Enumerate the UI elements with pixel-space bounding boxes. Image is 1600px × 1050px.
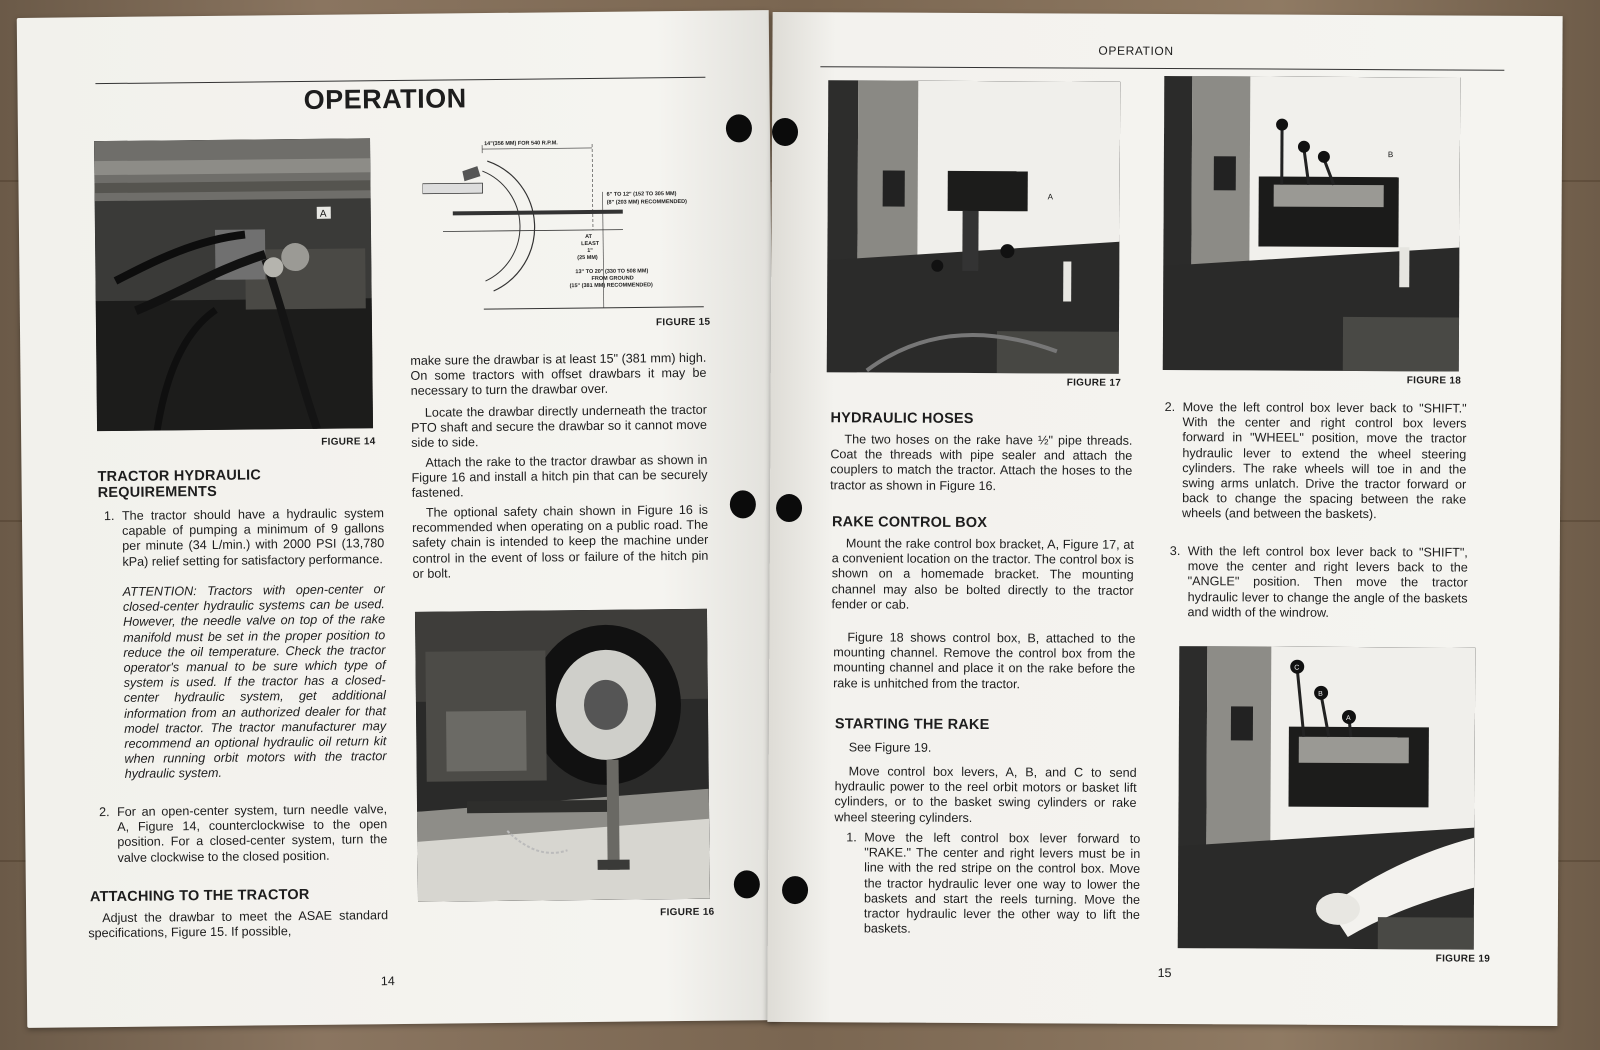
item-number: 3.	[1169, 544, 1181, 559]
item-number: 2.	[1164, 399, 1176, 415]
item-text: For an open-center system, turn needle valve, A, Figure 14, counterclockwise to the open position. For a closed-center system, turn the valve clockwise to the closed position.	[116, 802, 388, 865]
attaching-paragraph-5: The optional safety chain shown in Figure 16 is recommended when operating on a public road. The safety chain is intended to keep the machine under control in the event of loss or failure of the hitch pin or bolt.	[412, 502, 709, 581]
attaching-paragraph-1: Adjust the drawbar to meet the ASAE standard specifications, Figure 15. If possible,	[88, 908, 389, 941]
attention-note: ATTENTION: Tractors with open-center or closed-center hydraulic systems can be used. However, the needle valve on top of the rake manifold must be set in the proper position to reduce the oil temperature. Check the tractor operator's manual to be sure which type of system is used. If the tractor has a closed-center hydraulic system, get additional information from an authorized dealer for that model tractor. The tractor manufacturer may recommend an optional hydraulic oil return kit when running orbit motors with the tractor hydraulic system.	[122, 582, 387, 782]
figure-15-diagram	[422, 129, 714, 322]
item-number: 1.	[846, 830, 857, 845]
binding-hole	[776, 494, 802, 522]
figure-14-callout: A	[319, 208, 327, 220]
item-number: 2.	[98, 805, 110, 820]
figure-16-photo	[415, 609, 710, 902]
page-number: 15	[1157, 965, 1172, 981]
figure-15-dim-bot-2: FROM GROUND	[591, 275, 634, 282]
item-text: The tractor should have a hydraulic system capable of pumping a minimum of 9 gallons per minute (34 L/min.) with 2000 PSI (13,780 kPa) relief setting for satisfactory performance.	[121, 506, 385, 569]
rake-control-box-heading: RAKE CONTROL BOX	[831, 514, 988, 532]
figure-14-photo	[94, 138, 373, 431]
starting-item-2	[1164, 399, 1467, 523]
right-page	[767, 12, 1562, 1026]
binding-hole	[726, 114, 752, 142]
figure-19-callout-b: B	[1318, 690, 1323, 698]
figure-15-dim-bot-3: (15" (381 MM) RECOMMENDED)	[569, 282, 653, 290]
figure-16-label: FIGURE 16	[660, 906, 715, 919]
tractor-hydraulic-heading: TRACTOR HYDRAULIC REQUIREMENTS	[97, 467, 262, 502]
figure-17-callout: A	[1047, 192, 1054, 202]
figure-19-photo	[1178, 646, 1476, 950]
tractor-hydraulic-item-2	[98, 802, 388, 866]
figure-19-callout-a: A	[1345, 714, 1351, 722]
figure-15-dim-bot-1: 13" TO 20" (330 TO 508 MM)	[575, 268, 649, 276]
figure-15-dim-least-2: LEAST	[581, 240, 600, 248]
binding-hole	[734, 870, 760, 898]
figure-15-dim-least-4: (25 MM)	[577, 254, 598, 262]
item-text: Move the left control box lever forward to "RAKE." The center and right levers must be in line with the red stripe on the control box. Move the tractor hydraulic lever one way to lower the baskets and start the reels turning. Move the tractor hydraulic lever the other way to lift the baskets.	[863, 830, 1141, 936]
attaching-paragraph-2: make sure the drawbar is at least 15" (381 mm) high. On some tractors with offset drawbars it may be necessary to turn the drawbar over.	[410, 350, 707, 399]
left-page	[17, 10, 780, 1028]
hydraulic-hoses-heading: HYDRAULIC HOSES	[830, 410, 974, 427]
starting-item-1	[846, 830, 1141, 938]
figure-19-callout-c: C	[1294, 664, 1300, 672]
header-rule	[820, 66, 1504, 71]
hydraulic-hoses-paragraph: The two hoses on the rake have ½" pipe threads. Coat the threads with pipe sealer and attach the couplers to match the tractor. Attach the hoses to the tractor as shown in Figure 16.	[830, 432, 1133, 493]
attaching-paragraph-4: Attach the rake to the tractor drawbar as shown in Figure 16 and install a hitch pin that can be securely fastened.	[411, 452, 708, 501]
binding-hole	[772, 118, 798, 146]
figure-15-dim-least-1: AT	[585, 233, 593, 241]
binding-hole	[730, 490, 756, 518]
figure-17-photo	[827, 80, 1121, 374]
figure-15-label: FIGURE 15	[655, 316, 711, 329]
binding-hole	[782, 876, 808, 904]
running-head: OPERATION	[1098, 43, 1174, 59]
figure-15-dim-least-3: 1"	[587, 247, 593, 255]
figure-15-dim-top: 14"(356 MM) FOR 540 R.P.M.	[484, 140, 558, 148]
figure-18-photo	[1163, 76, 1461, 372]
starting-paragraph-2: Move control box levers, A, B, and C to send hydraulic power to the reel orbit motors or basket lift cylinders, or to the basket swing cylinders or rake wheel steering cylinders.	[834, 764, 1137, 825]
figure-15-dim-mid-2: (8" (203 MM) RECOMMENDED)	[606, 198, 687, 206]
item-text: With the left control box lever back to "SHIFT", move the center and right levers back to the "ANGLE" position. Then move the tractor hydraulic lever to change the angle of the baskets and width of the windrow.	[1187, 544, 1468, 620]
attaching-paragraph-3: Locate the drawbar directly underneath the tractor PTO shaft and secure the drawbar so it cannot move side to side.	[410, 402, 708, 451]
item-text: Move the left control box lever back to "SHIFT." With the center and right control box levers forward in "WHEEL" position, move the tractor hydraulic lever to extend the wheel steering cylinders. The rake wheels will toe in and the swing arms unlatch. Drive the tractor forward or back to change the spacing between the rake wheels (and between the baskets).	[1181, 400, 1467, 522]
figure-14-label: FIGURE 14	[321, 436, 376, 448]
page-number: 14	[380, 974, 395, 989]
figure-17-label: FIGURE 17	[1066, 377, 1122, 389]
rake-control-box-paragraph-2: Figure 18 shows control box, B, attached to the mounting channel. Remove the control box from the mounting channel and place it on the rake before the rake is unhitched from the tractor.	[833, 630, 1136, 691]
page-title: OPERATION	[303, 83, 467, 115]
figure-18-label: FIGURE 18	[1406, 375, 1462, 387]
starting-item-3	[1169, 544, 1468, 621]
starting-paragraph-1: See Figure 19.	[848, 740, 932, 755]
starting-heading: STARTING THE RAKE	[834, 716, 990, 734]
item-number: 1.	[103, 508, 115, 524]
figure-18-callout: B	[1387, 150, 1394, 160]
figure-15-dim-mid-1: 6" TO 12" (152 TO 305 MM)	[606, 191, 677, 198]
figure-19-label: FIGURE 19	[1435, 953, 1491, 965]
rake-control-box-paragraph-1: Mount the rake control box bracket, A, Figure 17, at a convenient location on the tractor. The control box is shown on a homemade bracket. The mounting channel may also be bolted directly to the tractor fender or cab.	[831, 536, 1134, 612]
attaching-heading: ATTACHING TO THE TRACTOR	[89, 886, 310, 906]
tractor-hydraulic-item-1	[103, 506, 385, 570]
